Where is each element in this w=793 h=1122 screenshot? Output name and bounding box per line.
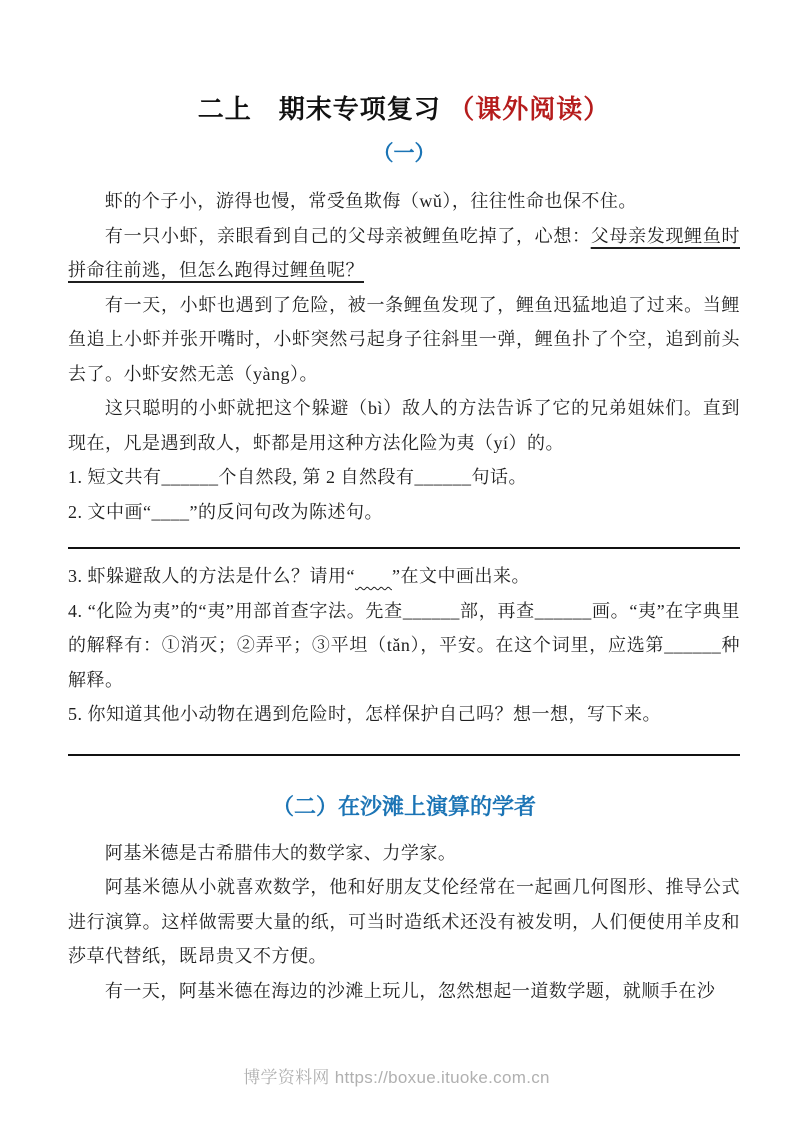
question-1: 1. 短文共有______个自然段, 第 2 自然段有______句话。 xyxy=(68,467,527,487)
section2-passage xyxy=(68,836,740,1009)
passage2-paragraph-2: 阿基米德从小就喜欢数学，他和好朋友艾伦经常在一起画几何图形、推导公式进行演算。这样做需要大量的纸，可当时造纸术还没有被发明，人们便使用羊皮和莎草代替纸，既昂贵又不方便。 xyxy=(68,877,740,966)
section1-passage xyxy=(68,184,740,756)
passage-paragraph-3: 有一天，小虾也遇到了危险，被一条鲤鱼发现了，鲤鱼迅猛地追了过来。当鲤鱼追上小虾并张开嘴时，小虾突然弓起身子往斜里一弹，鲤鱼扑了个空，追到前头去了。小虾安然无恙（yàng）。 xyxy=(68,294,740,384)
question-3-wavy-blank xyxy=(355,566,392,586)
paragraph-2-text: 有一只小虾，亲眼看到自己的父母亲被鲤鱼吃掉了，心想： xyxy=(104,225,591,246)
footer-watermark: 博学资料网 https://boxue.ituoke.com.cn xyxy=(243,1068,550,1087)
page-content xyxy=(0,92,793,1008)
page-title-main: 二上 期末专项复习 xyxy=(197,95,441,124)
question-5: 5. 你知道其他小动物在遇到危险时，怎样保护自己吗？想一想，写下来。 xyxy=(68,704,661,724)
passage-paragraph-2 xyxy=(68,219,740,288)
passage2-paragraph-1: 阿基米德是古希腊伟大的数学家、力学家。 xyxy=(104,842,457,863)
section2-heading: （二）在沙滩上演算的学者 xyxy=(271,793,536,819)
question-2: 2. 文中画“____”的反问句改为陈述句。 xyxy=(68,501,383,522)
passage-paragraph-1: 虾的个子小，游得也慢，常受鱼欺侮（wǔ），往往性命也保不住。 xyxy=(104,191,637,211)
question-4: 4. “化险为夷”的“夷”用部首查字法。先查______部，再查______画。“夷”在字典里的解释有：①消灭；②弄平；③平坦（tǎn），平安。在这个词里，应选第______种解释。 xyxy=(68,600,740,690)
question-3 xyxy=(68,559,740,594)
answer-line-2 xyxy=(68,754,740,756)
section1-heading: （一） xyxy=(372,141,436,165)
question-3-text-pre: 3. 虾躲避敌人的方法是什么？请用“ xyxy=(68,566,355,586)
page-title-highlight: （课外阅读） xyxy=(448,95,611,124)
page-title xyxy=(68,92,740,128)
passage-paragraph-4: 这只聪明的小虾就把这个躲避（bì）敌人的方法告诉了它的兄弟姐妹们。直到现在，凡是遇到敌人，虾都是用这种方法化险为夷（yí）的。 xyxy=(68,398,740,453)
paragraph-2-underlined-text: 父母亲发现鲤鱼时拼命往前逃，但怎么跑得过鲤鱼呢？ xyxy=(68,225,740,280)
question-3-text-post: ”在文中画出来。 xyxy=(392,566,530,586)
answer-line-1 xyxy=(68,547,740,549)
passage2-paragraph-3: 有一天，阿基米德在海边的沙滩上玩儿，忽然想起一道数学题，就顺手在沙 xyxy=(104,980,716,1001)
